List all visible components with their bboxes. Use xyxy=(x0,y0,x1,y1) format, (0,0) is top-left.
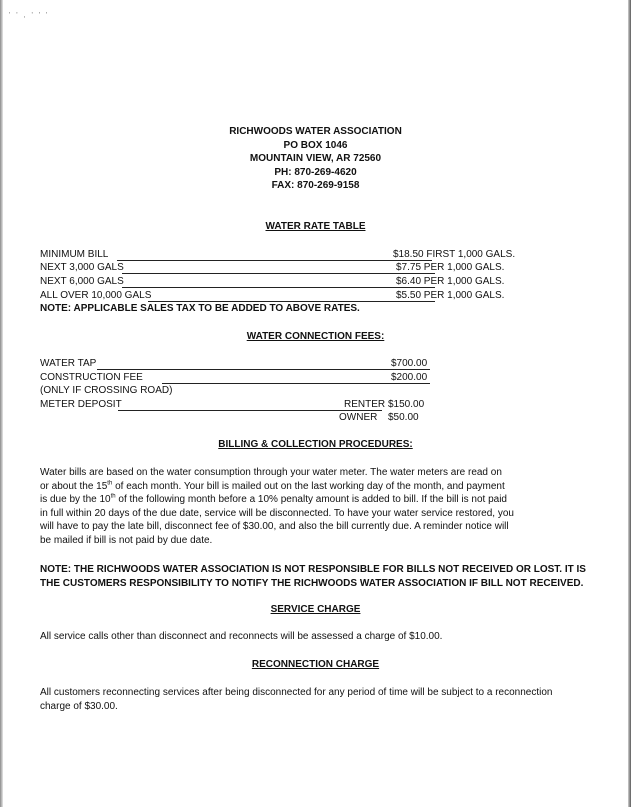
rate-value: $5.50 PER 1,000 GALS. xyxy=(396,290,505,301)
renter-value: $150.00 xyxy=(388,399,425,410)
owner-label: OWNER xyxy=(339,412,378,423)
city-line: MOUNTAIN VIEW, AR 72560 xyxy=(249,153,382,165)
rate-value: $7.75 PER 1,000 GALS. xyxy=(396,262,505,273)
org-name: RICHWOODS WATER ASSOCIATION xyxy=(229,126,402,137)
fax-line: FAX: 870-269-9158 xyxy=(271,180,360,192)
renter-label: RENTER xyxy=(344,399,386,410)
fee-row-water-tap xyxy=(40,358,600,371)
reconnection-line: All customers reconnecting services after being disconnected for any period of time will be subject to a reconnection xyxy=(40,687,553,698)
rate-label: NEXT 6,000 GALS xyxy=(40,276,124,287)
billing-line: Water bills are based on the water consumption through your water meter. The water meters are read on xyxy=(40,467,502,478)
rate-row xyxy=(40,249,600,262)
fee-label: WATER TAP xyxy=(40,358,97,369)
phone-line: PH: 870-269-4620 xyxy=(274,166,357,178)
billing-line: will have to pay the late bill, disconnect fee of $30.00, and also the bill currently due. A reminder notice will xyxy=(40,521,509,533)
reconnection-charge-title: RECONNECTION CHARGE xyxy=(251,659,380,670)
billing-title: BILLING & COLLECTION PROCEDURES: xyxy=(218,439,413,450)
reconnection-paragraph xyxy=(40,686,553,713)
service-charge-title: SERVICE CHARGE xyxy=(270,604,361,615)
sales-tax-note: NOTE: APPLICABLE SALES TAX TO BE ADDED TO ABOVE RATES. xyxy=(40,303,360,314)
service-charge-text: All service calls other than disconnect and reconnects will be assessed a charge of $10.00. xyxy=(40,631,443,642)
fill-line xyxy=(122,273,435,274)
billing-paragraph xyxy=(40,466,540,548)
billing-note-line: THE CUSTOMERS RESPONSIBILITY TO NOTIFY THE RICHWOODS WATER ASSOCIATION IF BILL NOT RECEIVED. xyxy=(40,577,584,589)
rate-label: MINIMUM BILL xyxy=(40,249,109,260)
owner-value: $50.00 xyxy=(388,412,419,423)
rate-label: ALL OVER 10,000 GALS xyxy=(40,290,152,301)
billing-note-line: NOTE: THE RICHWOODS WATER ASSOCIATION IS NOT RESPONSIBLE FOR BILLS NOT RECEIVED OR LOST. IT IS xyxy=(40,564,586,575)
rate-row xyxy=(40,290,600,303)
rate-value: $18.50 FIRST 1,000 GALS. xyxy=(393,249,516,260)
fill-line xyxy=(122,287,435,288)
fee-row-construction xyxy=(40,372,600,385)
fee-value: $200.00 xyxy=(391,372,428,383)
billing-line: or about the 15th of each month. Your bill is mailed out on the last working day of the month, and payment xyxy=(40,480,505,492)
fill-line xyxy=(97,369,430,370)
fill-line xyxy=(117,260,432,261)
billing-line: in full within 20 days of the due date, service will be disconnected. To have your water service restored, you xyxy=(40,507,514,519)
rate-row xyxy=(40,276,600,289)
fill-line xyxy=(118,410,382,411)
rate-row xyxy=(40,262,600,275)
fill-line xyxy=(162,383,430,384)
reconnection-line: charge of $30.00. xyxy=(40,700,118,712)
po-box: PO BOX 1046 xyxy=(283,139,348,151)
rate-table-title: WATER RATE TABLE xyxy=(265,221,366,232)
rate-label: NEXT 3,000 GALS xyxy=(40,262,124,273)
scan-edge-left xyxy=(0,0,3,807)
billing-note xyxy=(40,563,586,590)
connection-fees-title: WATER CONNECTION FEES: xyxy=(246,331,385,342)
fee-label: CONSTRUCTION FEE xyxy=(40,372,143,383)
billing-line: is due by the 10th of the following month before a 10% penalty amount is added to bill. If the bill is not paid xyxy=(40,493,507,506)
rate-value: $6.40 PER 1,000 GALS. xyxy=(396,276,505,287)
fee-row-meter-deposit xyxy=(40,399,600,412)
fill-line xyxy=(148,301,435,302)
fee-label: METER DEPOSIT xyxy=(40,399,122,410)
construction-note: (ONLY IF CROSSING ROAD) xyxy=(40,385,173,396)
billing-line: be mailed if bill is not paid by due date. xyxy=(40,534,213,546)
scan-specks: ' ' , ' ' ' xyxy=(9,12,50,19)
letterhead xyxy=(0,125,631,193)
fee-value: $700.00 xyxy=(391,358,428,369)
